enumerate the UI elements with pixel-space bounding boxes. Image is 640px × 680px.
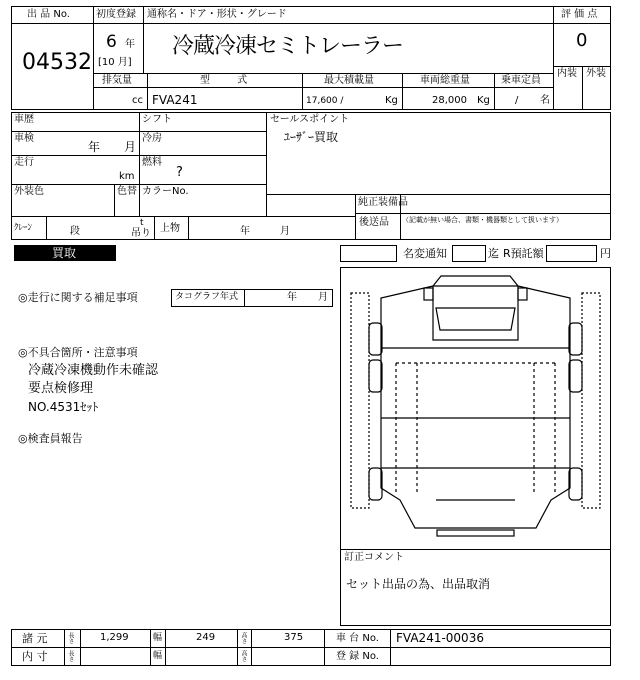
defect-line-3: NO.4531ｾｯﾄ [28,400,99,414]
max-load-unit: Kg [385,95,398,106]
rear-bumper [437,530,514,536]
aircon-label: 冷房 [142,133,162,144]
shift-label: シフト [142,114,172,125]
wheel-rear-right [569,468,582,500]
fuel-label: 燃料 [142,157,162,168]
capacity-value: / [515,95,519,106]
tachograph-year-unit: 年 [287,292,297,303]
crane-row [11,216,356,240]
height-value: 375 [284,632,304,643]
gross-weight-label: 車両総重量 [420,75,470,86]
fuel-value: ? [176,165,183,180]
length-value: 1,299 [100,632,129,643]
name-change-date-box [452,245,486,262]
crane-lift-unit: 吊り [131,228,151,239]
model-label: 型 式 [200,75,260,86]
inspection-label: 車検 [14,133,34,144]
crane-label: ｸﾚｰﾝ [14,223,33,233]
truck-outline [381,286,570,528]
mileage-label: 走行 [14,157,34,168]
max-load-label: 最大積載量 [324,75,374,86]
rating-label: 評 価 点 [561,9,598,20]
shipping-note: （記載が無い場合、書類・機器類として扱います） [402,216,563,224]
lot-number-label: 出 品 No. [27,9,70,20]
wheel-mid-left [369,360,382,392]
wheel-rear-left [369,468,382,500]
capacity-unit: 名 [540,95,550,106]
height-label: 高さ [240,632,247,644]
r-deposit-label: R預託額 [503,247,544,260]
registration-label: 登 録 No. [336,651,379,662]
defects-label: ◎不具合箇所・注意事項 [18,346,138,359]
r-deposit-amount-box [546,245,597,262]
driving-notes-label: ◎走行に関する補足事項 [18,291,138,304]
inspection-month-unit: 月 [124,140,137,154]
width-value: 249 [196,632,216,643]
mirror-right [518,288,527,300]
yen-unit: 円 [600,247,611,260]
tachograph-label: タコグラフ年式 [175,292,239,302]
defect-line-2: 要点検修理 [28,381,94,396]
tachograph-month-unit: 月 [318,292,328,303]
vehicle-name: 冷蔵冷凍セミトレーラー [172,34,404,59]
first-registration-year-unit: 年 [125,39,135,50]
history-label: 車歴 [14,114,34,125]
wheel-front-left [369,323,382,355]
interior-width-label: 幅 [153,651,163,661]
first-registration-label: 初度登録 [96,9,136,20]
color-change-label: 色替 [117,186,137,197]
first-registration-month: [10 月] [98,57,132,68]
buy-label: 買取 [52,246,77,260]
sales-point-label: セールスポイント [270,114,350,125]
crane-ton-unit: t [140,218,144,228]
displacement-unit: cc [132,95,143,106]
correction-text: セット出品の為、出品取消 [346,577,491,591]
mirror-left [424,288,433,300]
interior-rating-label: 内装 [557,68,577,79]
gross-weight-unit: Kg [477,95,490,106]
uplift-month-unit: 月 [280,226,290,237]
model-code: FVA241 [152,93,198,107]
sales-point-text: ﾕｰｻﾞｰ買取 [284,130,339,144]
displacement-label: 排気量 [102,75,132,86]
wheel-mid-right [569,360,582,392]
uplift-label: 上物 [160,223,180,234]
gross-weight-value: 28,000 [432,95,467,106]
color-number-label: カラーNo. [142,186,189,197]
interior-height-label: 高さ [240,650,247,662]
r-deposit-prefix: 迄 [488,247,499,260]
wheel-front-right [569,323,582,355]
mileage-unit: km [119,171,135,182]
left-side-view [351,293,369,508]
exterior-rating-label: 外装 [586,68,606,79]
correction-label: 訂正コメント [344,552,404,563]
first-registration-year: 6 [106,32,117,52]
exterior-color-label: 外装色 [14,186,44,197]
genuine-equipment-label: 純正装備品 [358,197,408,208]
max-load-value: 17,600 / [306,96,344,106]
inspection-year-unit: 年 [88,140,101,154]
chassis-label: 車 台 No. [336,633,379,644]
interior-length-label: 長さ [67,650,74,662]
dimensions-label: 諸 元 [22,632,48,645]
lot-number: 04532 [22,50,92,75]
windshield [436,308,515,330]
uplift-year-unit: 年 [240,226,250,237]
inspector-report-label: ◎検査員報告 [18,432,83,445]
right-side-view [582,293,600,508]
shipping-label: 後送品 [359,217,389,228]
defect-line-1: 冷蔵冷凍機動作未確認 [28,363,159,378]
capacity-label: 乗車定員 [501,75,541,86]
chassis-number: FVA241-00036 [396,631,484,645]
rating-value: 0 [576,30,588,51]
vehicle-damage-diagram [341,268,610,549]
vehicle-name-label: 通称名・ドア・形状・グレード [147,9,287,20]
width-label: 幅 [153,633,163,643]
name-change-label: 名変通知 [403,247,447,260]
length-label: 長さ [67,632,74,644]
crane-stage-unit: 段 [70,226,80,237]
interior-dims-label: 内 寸 [22,650,48,663]
name-change-blank [340,245,397,262]
